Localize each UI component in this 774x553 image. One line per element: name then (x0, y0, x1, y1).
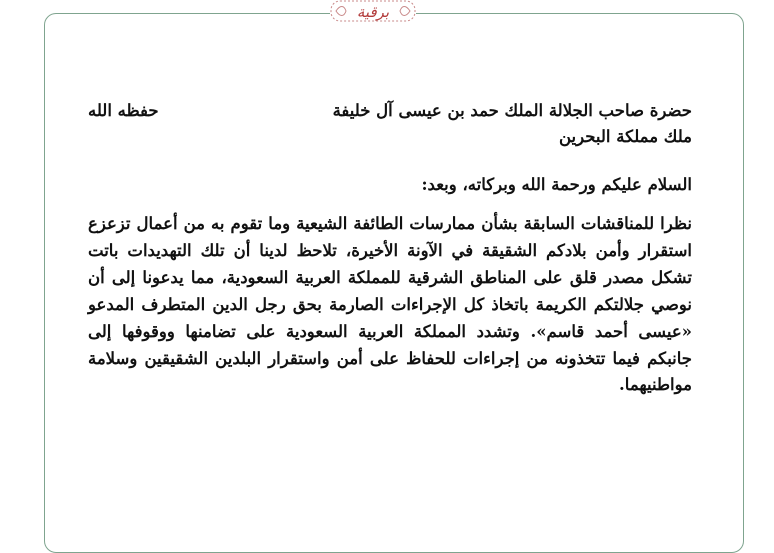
greeting: السلام عليكم ورحمة الله وبركاته، وبعد: (421, 175, 692, 194)
addressee-role: ملك مملكة البحرين (559, 127, 692, 146)
addressee-title: حضرة صاحب الجلالة الملك حمد بن عيسى آل خليفة (332, 101, 692, 120)
salutation-row (88, 98, 692, 124)
letter-body (88, 98, 692, 399)
stamp-label: برقية (356, 2, 390, 21)
blessing-text: حفظه الله (88, 101, 159, 120)
telegram-stamp (330, 0, 416, 24)
letter-paragraph: نظرا للمناقشات السابقة بشأن ممارسات الطائفة الشيعية وما تقوم به من أعمال تزعزع استقرار وأمن بلادكم الشقيقة في الآونة الأخيرة، تلاحظ لدينا أن تلك التهديدات باتت تشكل مصدر قلق على المناطق الشرقية للمملكة العربية السعودية، مما يدعونا إلى أن نوصي جلالتكم الكريمة باتخاذ كل الإجراءات الصارمة بحق رجل الدين المتطرف المدعو «عيسى أحمد قاسم». وتشدد المملكة العربية السعودية على تضامنها ووقوفها إلى جانبكم فيما تتخذونه من إجراءات للحفاظ على أمن واستقرار البلدين الشقيقين وسلامة مواطنيهما. (88, 214, 692, 395)
